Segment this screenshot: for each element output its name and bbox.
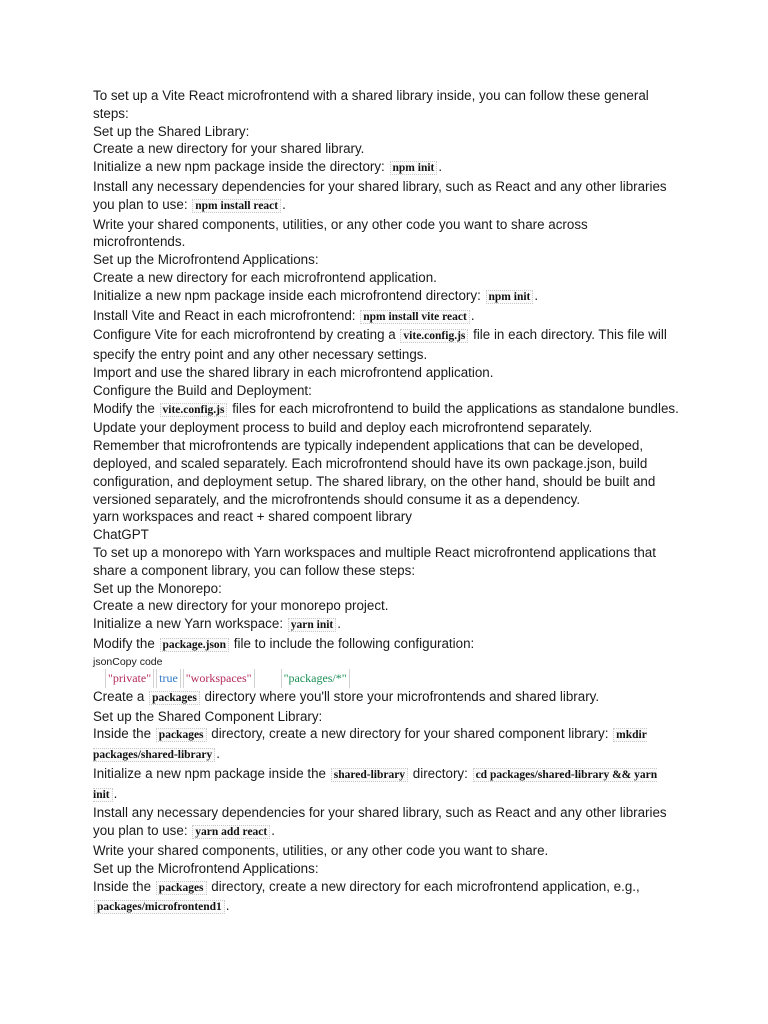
step-heading-build: Configure the Build and Deployment: <box>93 382 312 398</box>
text: . <box>225 898 230 914</box>
code-inline: cd packages/shared-library && yarn init <box>93 768 658 801</box>
step-create-directory: Create a new directory for your shared library. <box>93 141 365 157</box>
code-inline: vite.config.js <box>160 403 228 417</box>
step-import-shared: Import and use the shared library in each microfrontend application. <box>93 364 494 380</box>
text: directory where you'll store your microfrontends and shared library. <box>200 688 600 704</box>
step-mkdir-shared <box>93 725 683 765</box>
text: Install any necessary dependencies for your shared library, such as React and any other libraries you plan to use: <box>93 805 667 839</box>
speaker-label: ChatGPT <box>93 527 149 543</box>
step-update-deployment: Update your deployment process to build and deploy each microfrontend separately. <box>93 420 593 436</box>
user-prompt: yarn workspaces and react + shared compoent library <box>93 509 412 525</box>
text: directory: <box>409 765 472 781</box>
text: Inside the <box>93 726 155 742</box>
code-inline: npm install react <box>192 199 281 213</box>
text: . <box>337 616 341 632</box>
json-value-true: true <box>156 669 181 688</box>
step-write-shared: Write your shared components, utilities, or any other code you want to share. <box>93 843 549 859</box>
text: . <box>113 785 118 801</box>
step-yarn-init <box>93 615 683 635</box>
step-install-deps <box>93 178 683 216</box>
code-inline: packages <box>156 728 207 742</box>
step-create-packages-dir <box>93 688 683 708</box>
code-block-label: jsonCopy code <box>93 655 163 668</box>
text: Inside the <box>93 878 155 894</box>
step-heading-microfrontends: Set up the Microfrontend Applications: <box>93 252 319 268</box>
text: Initialize a new npm package inside the <box>93 765 330 781</box>
text: . <box>534 287 539 303</box>
step-shared-yarn-init <box>93 765 683 805</box>
text: Initialize a new npm package inside the directory: <box>93 159 389 175</box>
step-create-monorepo-dir: Create a new directory for your monorepo project. <box>93 598 389 614</box>
text: file to include the following configuration: <box>230 635 475 651</box>
code-inline: packages <box>149 691 200 705</box>
step-heading-monorepo: Set up the Monorepo: <box>93 580 222 596</box>
text: file in each directory. This file will specify the entry point and any other necessary settings. <box>93 327 667 363</box>
text: Install Vite and React in each microfrontend: <box>93 307 360 323</box>
step-modify-vite-config <box>93 400 683 420</box>
step-configure-vite <box>93 326 683 364</box>
code-inline: shared-library <box>331 768 408 782</box>
code-inline: package.json <box>160 638 230 652</box>
code-inline: packages/microfrontend1 <box>94 900 225 914</box>
code-inline: vite.config.js <box>400 329 468 343</box>
text: . <box>470 307 475 323</box>
text: Configure Vite for each microfrontend by creating a <box>93 327 400 343</box>
step-heading-shared-component: Set up the Shared Component Library: <box>93 708 323 724</box>
text: . <box>216 746 220 762</box>
code-inline: npm install vite react <box>360 310 470 324</box>
code-inline: packages <box>156 881 207 895</box>
json-key-workspaces: "workspaces" <box>183 669 255 688</box>
code-inline: npm init <box>486 290 534 304</box>
text: Modify the <box>93 400 159 416</box>
text: directory, create a new directory for each microfrontend application, e.g., <box>207 878 640 894</box>
step-npm-init <box>93 158 683 178</box>
code-inline: mkdir packages/shared-library <box>93 729 647 762</box>
remember-paragraph: Remember that microfrontends are typically independent applications that can be developed, deployed, and scaled separately. Each microfrontend should have its own package.json, build configuration, and deployment setup. The shared library, on the other hand, should be built and versioned separately, and the microfrontends should consume it as a dependency. <box>93 438 656 507</box>
step-create-mf-dir <box>93 878 683 918</box>
step-write-components: Write your shared components, utilities, or any other code you want to share across microfrontends. <box>93 216 588 250</box>
text: Create a <box>93 688 149 704</box>
step-modify-package-json <box>93 635 683 655</box>
step-heading-shared-library: Set up the Shared Library: <box>93 123 250 139</box>
json-key-private: "private" <box>105 669 154 688</box>
text: Install any necessary dependencies for your shared library, such as React and any other libraries you plan to use: <box>93 178 667 212</box>
step-mf-npm-init <box>93 287 683 307</box>
code-inline: yarn add react <box>192 825 270 839</box>
text: . <box>282 196 286 212</box>
json-value-packages: "packages/*" <box>281 669 350 688</box>
text: directory, create a new directory for your shared component library: <box>207 726 613 742</box>
code-inline: npm init <box>390 161 438 175</box>
text: Initialize a new npm package inside each microfrontend directory: <box>93 287 485 303</box>
text: . <box>438 159 443 175</box>
text: Initialize a new Yarn workspace: <box>93 616 287 632</box>
step-heading-mf-apps: Set up the Microfrontend Applications: <box>93 860 319 876</box>
code-inline: yarn init <box>288 618 337 632</box>
text: . <box>271 823 275 839</box>
document-body <box>93 87 683 917</box>
text: files for each microfrontend to build the applications as standalone bundles. <box>228 400 679 416</box>
text: Modify the <box>93 635 159 651</box>
step-create-mf-directory: Create a new directory for each microfrontend application. <box>93 269 437 285</box>
intro-paragraph: To set up a Vite React microfrontend with a shared library inside, you can follow these general steps: <box>93 88 649 121</box>
json-code-block <box>93 669 683 688</box>
monorepo-intro: To set up a monorepo with Yarn workspaces and multiple React microfrontend applications that share a component library, you can follow these steps: <box>93 544 656 578</box>
step-yarn-add-react <box>93 804 683 842</box>
step-install-vite <box>93 307 683 327</box>
